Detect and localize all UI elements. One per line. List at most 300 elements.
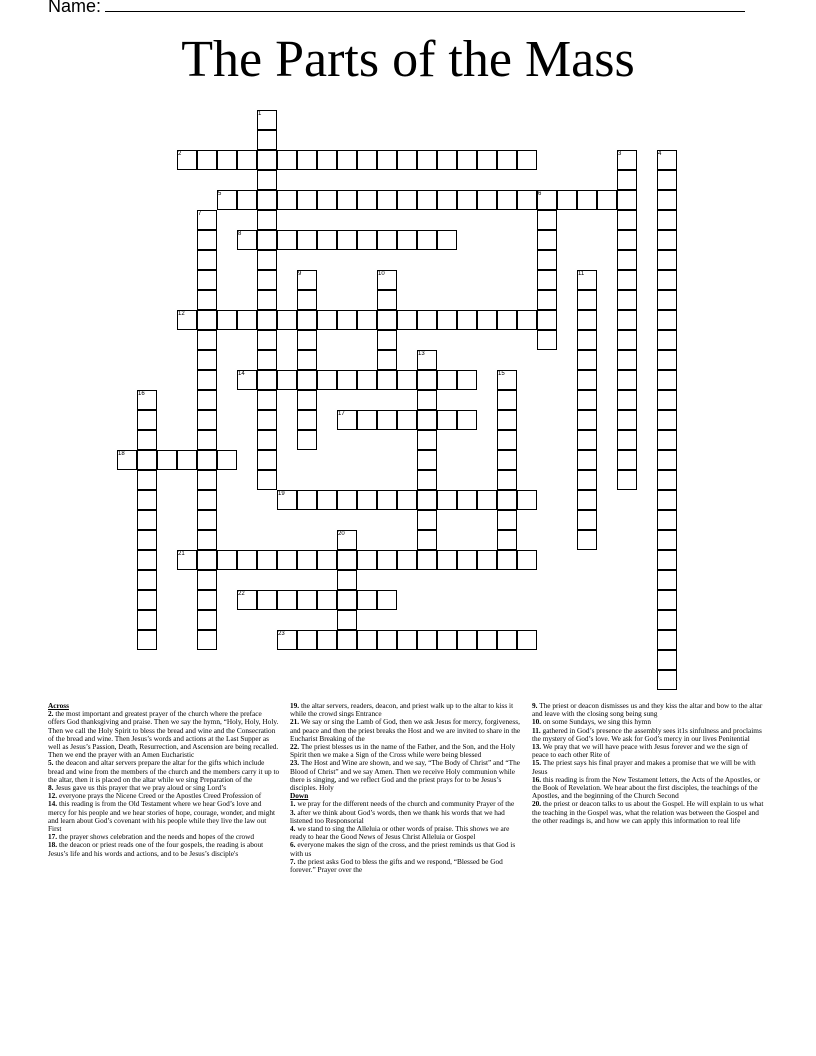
grid-cell[interactable] [357,190,377,210]
grid-cell[interactable] [197,250,217,270]
grid-cell[interactable] [157,450,177,470]
grid-cell[interactable] [537,210,557,230]
grid-cell[interactable] [197,370,217,390]
grid-cell[interactable] [437,490,457,510]
grid-cell[interactable] [197,470,217,490]
grid-cell[interactable] [317,490,337,510]
grid-cell[interactable] [337,630,357,650]
grid-cell[interactable] [297,590,317,610]
grid-cell[interactable] [417,190,437,210]
grid-cell[interactable] [657,230,677,250]
grid-cell[interactable] [137,550,157,570]
grid-cell[interactable] [617,230,637,250]
grid-cell[interactable] [577,190,597,210]
grid-cell[interactable] [297,310,317,330]
grid-cell[interactable] [257,390,277,410]
grid-cell[interactable] [577,410,597,430]
grid-cell[interactable] [277,550,297,570]
grid-cell[interactable] [337,490,357,510]
grid-cell[interactable] [257,350,277,370]
grid-cell[interactable] [317,630,337,650]
down-heading: Down [290,791,309,801]
grid-cell[interactable] [377,490,397,510]
clue-down: 6. everyone makes the sign of the cross, and the priest reminds us that God is with us [290,840,516,858]
grid-cell[interactable] [397,490,417,510]
grid-cell[interactable] [197,290,217,310]
grid-cell[interactable] [297,230,317,250]
grid-cell[interactable] [377,410,397,430]
grid-cell[interactable] [617,290,637,310]
clue-down: 16. this reading is from the New Testament letters, the Acts of the Apostles, or the Book of Revelation. We hear about the first disciples, the teachings of the Apostles, and the beginning of the Church Second [532,774,761,801]
clue-number-label: 3 [618,151,622,157]
grid-cell[interactable] [657,650,677,670]
grid-cell[interactable] [137,410,157,430]
grid-cell[interactable] [657,610,677,630]
grid-cell[interactable] [417,150,437,170]
grid-cell[interactable] [617,430,637,450]
grid-cell[interactable] [197,570,217,590]
clue-down: 9. The priest or deacon dismisses us and they kiss the altar and bow to the altar and leave with the closing song being sung [532,701,763,719]
grid-cell[interactable] [597,190,617,210]
grid-cell[interactable] [397,310,417,330]
grid-cell[interactable] [137,610,157,630]
grid-cell[interactable] [657,190,677,210]
grid-cell[interactable] [257,150,277,170]
grid-cell[interactable] [297,430,317,450]
grid-cell[interactable] [577,490,597,510]
grid-cell[interactable] [497,510,517,530]
grid-cell[interactable] [477,190,497,210]
grid-cell[interactable] [337,570,357,590]
grid-cell[interactable] [497,150,517,170]
grid-cell[interactable] [517,150,537,170]
grid-cell[interactable] [617,330,637,350]
grid-cell[interactable] [657,390,677,410]
grid-cell[interactable] [337,550,357,570]
grid-cell[interactable] [197,230,217,250]
grid-cell[interactable] [577,470,597,490]
grid-cell[interactable] [197,330,217,350]
grid-cell[interactable] [617,310,637,330]
grid-cell[interactable] [377,590,397,610]
grid-cell[interactable] [357,370,377,390]
grid-cell[interactable] [517,490,537,510]
clue-down: 7. the priest asks God to bless the gifts and we respond, “Blessed be God forever.” Prayer over the [290,856,503,875]
grid-cell[interactable] [197,530,217,550]
grid-cell[interactable] [457,150,477,170]
grid-cell[interactable] [617,350,637,370]
grid-cell[interactable] [297,190,317,210]
grid-cell[interactable] [377,310,397,330]
grid-cell[interactable] [497,530,517,550]
grid-cell[interactable] [297,550,317,570]
grid-cell[interactable] [377,230,397,250]
grid-cell[interactable] [537,330,557,350]
grid-cell[interactable] [457,490,477,510]
clue-number-label: 1 [258,111,262,117]
grid-cell[interactable] [477,550,497,570]
clue-across: 12. everyone prays the Nicene Creed or the Apostles Creed Profession of [48,791,262,801]
grid-cell[interactable] [437,310,457,330]
grid-cell[interactable] [517,310,537,330]
grid-cell[interactable] [537,310,557,330]
grid-cell[interactable] [237,190,257,210]
grid-cell[interactable] [277,310,297,330]
grid-cell[interactable] [417,530,437,550]
grid-cell[interactable] [377,330,397,350]
grid-cell[interactable] [437,630,457,650]
grid-cell[interactable] [537,250,557,270]
grid-cell[interactable] [477,310,497,330]
grid-cell[interactable] [657,310,677,330]
grid-cell[interactable] [397,630,417,650]
grid-cell[interactable] [657,450,677,470]
grid-cell[interactable] [497,550,517,570]
grid-cell[interactable] [477,490,497,510]
grid-cell[interactable] [657,250,677,270]
grid-cell[interactable] [437,190,457,210]
clue-down: 10. on some Sundays, we sing this hymn [532,717,651,727]
grid-cell[interactable] [617,270,637,290]
grid-cell[interactable] [337,310,357,330]
grid-cell[interactable] [457,370,477,390]
clue-across: 2. the most important and greatest prayer of the church where the preface offers God thanksgiving and praise. Then we say the hymn, “Holy, Holy, Holy. Then we call the Holy Spirit to bless the bread and wine and the Consecration of the bread and wine. Then Jesus’s words and actions at the Last Supper as well as Jesus’s Passion, Death, Resurrection, and Ascension are being recalled. Then we end the prayer with an Amen Eucharistic [48,709,279,760]
grid-cell[interactable] [297,630,317,650]
grid-cell[interactable] [557,190,577,210]
grid-cell[interactable] [517,630,537,650]
grid-cell[interactable] [417,370,437,390]
grid-cell[interactable] [657,370,677,390]
grid-cell[interactable] [397,550,417,570]
clue-number-label: 23 [278,631,285,637]
clue-down: 11. gathered in God’s presence the assembly sees it1s sinfulness and proclaims the mystery of God’s love. We ask for God’s mercy in our lives Penitential [532,725,762,743]
grid-cell[interactable] [417,510,437,530]
grid-cell[interactable] [137,630,157,650]
grid-cell[interactable] [417,410,437,430]
grid-cell[interactable] [317,310,337,330]
grid-cell[interactable] [317,150,337,170]
grid-cell[interactable] [397,150,417,170]
grid-cell[interactable] [497,310,517,330]
grid-cell[interactable] [657,410,677,430]
grid-cell[interactable] [517,190,537,210]
grid-cell[interactable] [357,310,377,330]
grid-cell[interactable] [197,510,217,530]
grid-cell[interactable] [137,530,157,550]
grid-cell[interactable] [257,210,277,230]
grid-cell[interactable] [657,530,677,550]
grid-cell[interactable] [657,630,677,650]
clue-number-label: 5 [218,191,222,197]
grid-cell[interactable] [377,550,397,570]
clue-number-label: 4 [658,151,662,157]
grid-cell[interactable] [577,390,597,410]
grid-cell[interactable] [197,150,217,170]
grid-cell[interactable] [577,450,597,470]
clue-column-1 [48,702,280,858]
grid-cell[interactable] [197,310,217,330]
grid-cell[interactable] [657,270,677,290]
grid-cell[interactable] [417,450,437,470]
grid-cell[interactable] [317,190,337,210]
clue-down: 20. the priest or deacon talks to us about the Gospel. He will explain to us what the teaching in the Gospel was, what the relation was between the Gospel and the other readings is, and how we can apply this information to real life [532,799,764,825]
grid-cell[interactable] [657,570,677,590]
grid-cell[interactable] [257,290,277,310]
grid-cell[interactable] [257,590,277,610]
grid-cell[interactable] [617,170,637,190]
grid-cell[interactable] [477,150,497,170]
grid-cell[interactable] [297,350,317,370]
grid-cell[interactable] [257,550,277,570]
grid-cell[interactable] [537,290,557,310]
grid-cell[interactable] [497,630,517,650]
grid-cell[interactable] [657,470,677,490]
grid-cell[interactable] [137,490,157,510]
grid-cell[interactable] [257,430,277,450]
grid-cell[interactable] [497,450,517,470]
clue-number-label: 17 [338,411,345,417]
grid-cell[interactable] [137,470,157,490]
grid-cell[interactable] [197,390,217,410]
grid-cell[interactable] [577,310,597,330]
grid-cell[interactable] [437,150,457,170]
grid-cell[interactable] [657,510,677,530]
grid-cell[interactable] [577,330,597,350]
grid-cell[interactable] [577,290,597,310]
grid-cell[interactable] [257,310,277,330]
grid-cell[interactable] [397,190,417,210]
clue-down: 4. we stand to sing the Alleluia or other words of praise. This shows we are ready to hear the Good News of Jesus Christ Alleluia or Gospel [290,824,510,842]
clue-number-label: 20 [338,531,345,537]
clue-number-label: 7 [198,211,202,217]
grid-cell[interactable] [257,470,277,490]
clue-across: 17. the prayer shows celebration and the needs and hopes of the crowd [48,832,255,842]
clue-number-label: 6 [538,191,542,197]
across-heading: Across [48,701,69,710]
grid-cell[interactable] [197,490,217,510]
grid-cell[interactable] [277,230,297,250]
grid-cell[interactable] [377,370,397,390]
grid-cell[interactable] [337,150,357,170]
grid-cell[interactable] [617,450,637,470]
grid-cell[interactable] [297,330,317,350]
grid-cell[interactable] [197,270,217,290]
grid-cell[interactable] [497,470,517,490]
clue-across: 5. the deacon and altar servers prepare the altar for the gifts which include bread and wine from the members of the church and the members carry it up to the altar, then it is placed on the altar while we sing Preparation of the [48,758,280,784]
grid-cell[interactable] [397,230,417,250]
grid-cell[interactable] [517,550,537,570]
grid-cell[interactable] [397,370,417,390]
grid-cell[interactable] [577,530,597,550]
grid-cell[interactable] [257,410,277,430]
clue-number-label: 13 [418,351,425,357]
grid-cell[interactable] [177,450,197,470]
grid-cell[interactable] [357,150,377,170]
grid-cell[interactable] [317,550,337,570]
grid-cell[interactable] [197,590,217,610]
grid-cell[interactable] [617,190,637,210]
grid-cell[interactable] [417,430,437,450]
clue-down: 3. after we think about God’s words, then we thank his words that we had listened too Responsorial [290,807,505,825]
grid-cell[interactable] [297,390,317,410]
grid-cell[interactable] [497,430,517,450]
grid-cell[interactable] [197,630,217,650]
clue-across: 14. this reading is from the Old Testament where we hear God’s love and mercy for his people and we hear stories of hope, courage, wonder, and might and learn about God’s covenant with his people while they live the law out First [48,799,276,834]
grid-cell[interactable] [617,390,637,410]
grid-cell[interactable] [577,510,597,530]
grid-cell[interactable] [657,590,677,610]
grid-cell[interactable] [277,370,297,390]
grid-cell[interactable] [257,190,277,210]
grid-cell[interactable] [197,610,217,630]
clue-number-label: 11 [578,271,585,277]
clue-across: 23. The Host and Wine are shown, and we say, “The Body of Christ” and “The Blood of Christ” and we say Amen. Then we receive Holy communion while there is singing, and we reflect God and the priest prays for to be Jesus’s disciples. Holy [290,758,520,793]
grid-cell[interactable] [657,290,677,310]
grid-cell[interactable] [197,410,217,430]
grid-cell[interactable] [437,410,457,430]
grid-cell[interactable] [297,490,317,510]
grid-cell[interactable] [657,210,677,230]
grid-cell[interactable] [237,150,257,170]
grid-cell[interactable] [617,250,637,270]
grid-cell[interactable] [137,570,157,590]
clue-number-label: 22 [238,591,245,597]
grid-cell[interactable] [537,270,557,290]
grid-cell[interactable] [197,430,217,450]
grid-cell[interactable] [417,550,437,570]
grid-cell[interactable] [417,230,437,250]
clue-number-label: 9 [298,271,302,277]
grid-cell[interactable] [257,170,277,190]
grid-cell[interactable] [317,230,337,250]
grid-cell[interactable] [197,550,217,570]
grid-cell[interactable] [277,590,297,610]
clue-number-label: 2 [178,151,182,157]
grid-cell[interactable] [257,250,277,270]
clue-number-label: 19 [278,491,285,497]
grid-cell[interactable] [357,230,377,250]
grid-cell[interactable] [357,410,377,430]
clue-across: 21. We say or sing the Lamb of God, then we ask Jesus for mercy, forgiveness, and peace and then the priest breaks the Host and we are invited to share in the Eucharist Breaking of the [290,717,521,743]
grid-cell[interactable] [377,350,397,370]
grid-cell[interactable] [337,230,357,250]
grid-cell[interactable] [417,390,437,410]
grid-cell[interactable] [137,510,157,530]
grid-cell[interactable] [137,450,157,470]
grid-cell[interactable] [437,230,457,250]
grid-cell[interactable] [457,310,477,330]
grid-cell[interactable] [277,190,297,210]
grid-cell[interactable] [377,630,397,650]
grid-cell[interactable] [217,150,237,170]
grid-cell[interactable] [197,450,217,470]
grid-cell[interactable] [377,290,397,310]
grid-cell[interactable] [357,490,377,510]
clue-across: 8. Jesus gave us this prayer that we pray aloud or sing Lord’s [48,783,227,793]
grid-cell[interactable] [337,590,357,610]
grid-cell[interactable] [297,370,317,390]
grid-cell[interactable] [417,490,437,510]
grid-cell[interactable] [257,270,277,290]
grid-cell[interactable] [377,150,397,170]
grid-cell[interactable] [617,370,637,390]
grid-cell[interactable] [497,410,517,430]
grid-cell[interactable] [617,210,637,230]
grid-cell[interactable] [577,370,597,390]
grid-cell[interactable] [137,590,157,610]
grid-cell[interactable] [437,370,457,390]
grid-cell[interactable] [217,310,237,330]
grid-cell[interactable] [617,470,637,490]
grid-cell[interactable] [357,590,377,610]
grid-cell[interactable] [457,190,477,210]
grid-cell[interactable] [317,370,337,390]
grid-cell[interactable] [197,350,217,370]
grid-cell[interactable] [417,310,437,330]
grid-cell[interactable] [417,470,437,490]
grid-cell[interactable] [337,190,357,210]
grid-cell[interactable] [217,550,237,570]
grid-cell[interactable] [257,130,277,150]
grid-cell[interactable] [457,550,477,570]
grid-cell[interactable] [297,410,317,430]
grid-cell[interactable] [357,550,377,570]
page-title: The Parts of the Mass [181,31,635,88]
grid-cell[interactable] [497,190,517,210]
grid-cell[interactable] [257,230,277,250]
grid-cell[interactable] [257,370,277,390]
grid-cell[interactable] [297,150,317,170]
grid-cell[interactable] [577,350,597,370]
grid-cell[interactable] [657,490,677,510]
grid-cell[interactable] [337,610,357,630]
grid-cell[interactable] [657,170,677,190]
clue-down: 13. We pray that we will have peace with Jesus forever and we the sign of peace to each other Rite of [532,742,748,760]
grid-cell[interactable] [317,590,337,610]
grid-cell[interactable] [217,450,237,470]
grid-cell[interactable] [237,550,257,570]
grid-cell[interactable] [477,630,497,650]
name-label: Name: [48,0,102,16]
grid-cell[interactable] [657,550,677,570]
grid-cell[interactable] [397,410,417,430]
grid-cell[interactable] [537,230,557,250]
grid-cell[interactable] [617,410,637,430]
grid-cell[interactable] [657,350,677,370]
grid-cell[interactable] [277,150,297,170]
grid-cell[interactable] [457,410,477,430]
grid-cell[interactable] [657,670,677,690]
grid-cell[interactable] [497,490,517,510]
grid-cell[interactable] [237,310,257,330]
grid-cell[interactable] [457,630,477,650]
grid-cell[interactable] [137,430,157,450]
clue-down: 15. The priest says his final prayer and makes a promise that we will be with Jesus [532,758,756,776]
grid-cell[interactable] [357,630,377,650]
grid-cell[interactable] [497,390,517,410]
grid-cell[interactable] [437,550,457,570]
grid-cell[interactable] [297,290,317,310]
grid-cell[interactable] [337,370,357,390]
grid-cell[interactable] [257,330,277,350]
grid-cell[interactable] [377,190,397,210]
grid-cell[interactable] [257,450,277,470]
grid-cell[interactable] [657,330,677,350]
grid-cell[interactable] [417,630,437,650]
grid-cell[interactable] [657,430,677,450]
grid-cell[interactable] [577,430,597,450]
clue-across: 22. The priest blesses us in the name of the Father, and the Son, and the Holy Spirit then we make a Sign of the Cross while were being blessed [290,742,516,760]
